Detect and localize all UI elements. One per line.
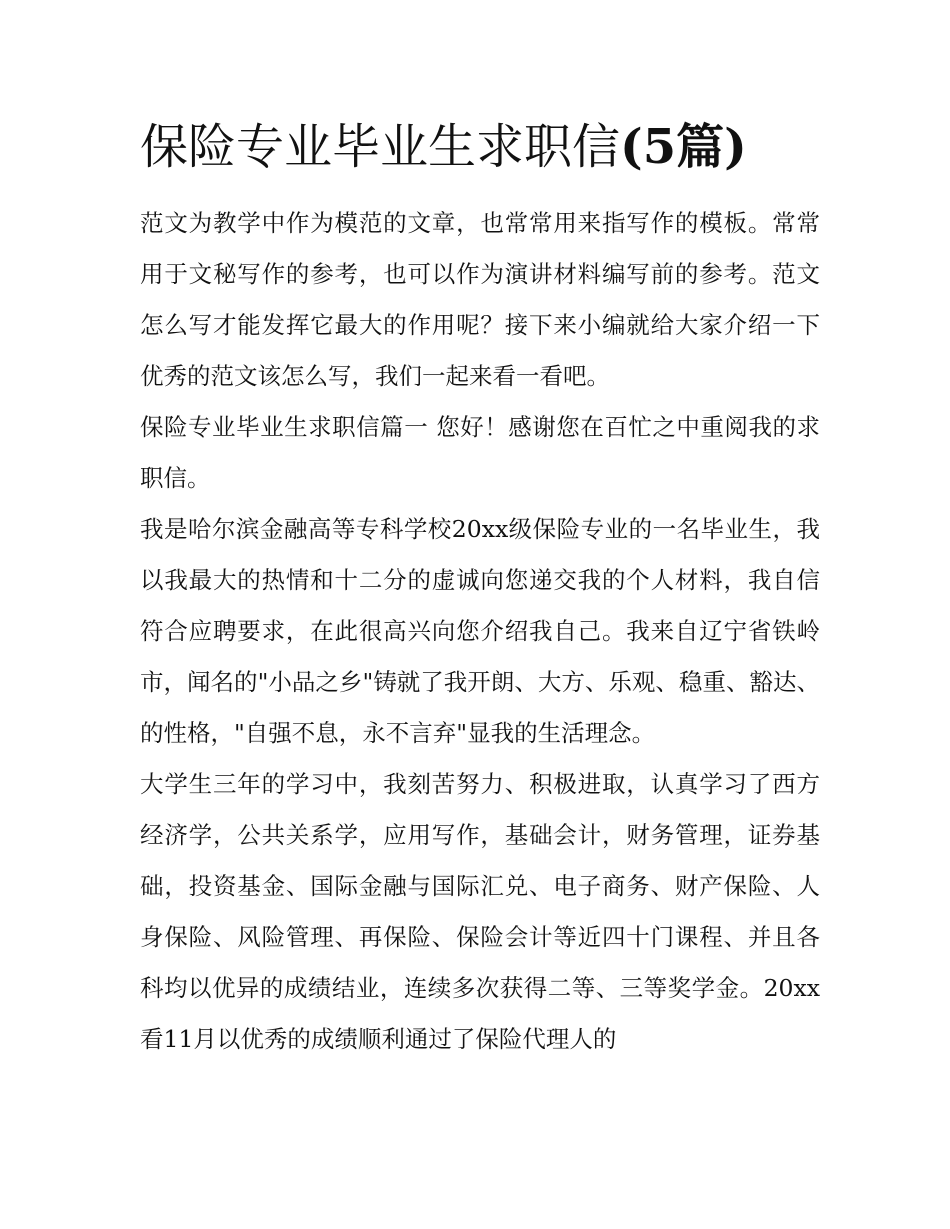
page-title bbox=[140, 112, 820, 182]
title-suffix: (5篇) bbox=[620, 119, 747, 175]
paragraph-study: 大学生三年的学习中，我刻苦努力、积极进取，认真学习了西方经济学，公共关系学，应用写作，基础会计，财务管理，证券基础，投资基金、国际金融与国际汇兑、电子商务、财产保险、人身保险、风险管理、再保险、保险会计等近四十门课程、并且各科均以优异的成绩结业，连续多次获得二等、三等奖学金。20xx看11月以优秀的成绩顺利通过了保险代理人的 bbox=[140, 770, 820, 1053]
title-main: 保险专业毕业生求职信 bbox=[140, 119, 621, 175]
paragraph-intro: 范文为教学中作为模范的文章，也常常用来指写作的模板。常常用于文秘写作的参考，也可以作为演讲材料编写前的参考。范文怎么写才能发挥它最大的作用呢？接下来小编就给大家介绍一下优秀的范文该怎么写，我们一起来看一看吧。 bbox=[140, 209, 820, 390]
paragraph-greeting: 保险专业毕业生求职信篇一 您好！感谢您在百忙之中重阅我的求职信。 bbox=[140, 413, 820, 492]
document-body bbox=[140, 112, 820, 1065]
paragraph-self-intro: 我是哈尔滨金融高等专科学校20xx级保险专业的一名毕业生，我以我最大的热情和十二分的虚诚向您递交我的个人材料，我自信符合应聘要求，在此很高兴向您介绍我自己。我来自辽宁省铁岭市，闻名的"小品之乡"铸就了我开朗、大方、乐观、稳重、豁达、的性格，"自强不息，永不言弃"显我的生活理念。 bbox=[140, 515, 820, 747]
